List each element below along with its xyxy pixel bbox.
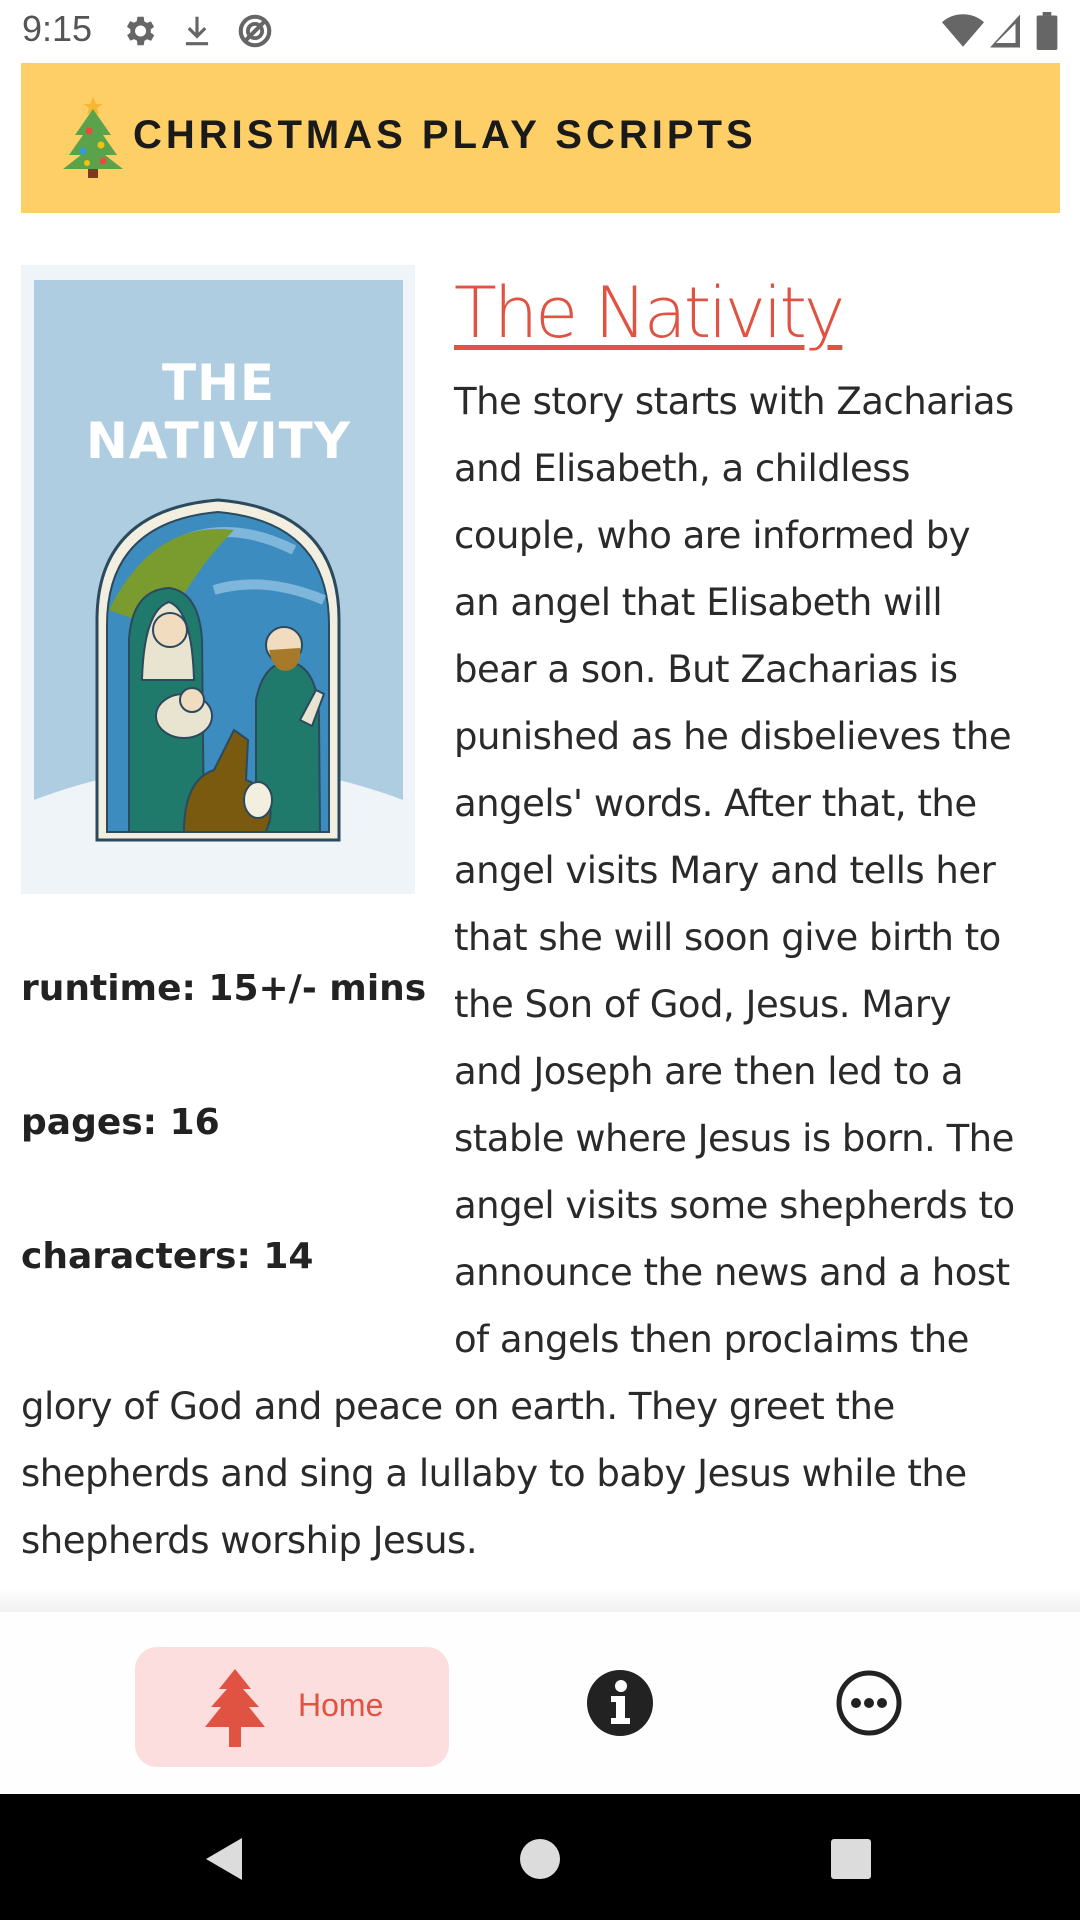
description-line: angels' words. After that, the [454, 782, 977, 825]
bottom-nav-shadow [0, 1588, 1080, 1612]
nativity-illustration [34, 480, 403, 860]
gear-icon [120, 12, 158, 50]
description-line: stable where Jesus is born. The [454, 1117, 1014, 1160]
description-line: shepherds worship Jesus. [21, 1519, 478, 1562]
back-icon[interactable] [200, 1834, 250, 1884]
description-line: angel visits some shepherds to [454, 1184, 1015, 1227]
more-icon[interactable] [834, 1668, 904, 1738]
info-icon[interactable] [585, 1668, 655, 1738]
description-line: the Son of God, Jesus. Mary [454, 983, 951, 1026]
description-line: bear a son. But Zacharias is [454, 648, 958, 691]
nav-home-label: Home [298, 1687, 384, 1723]
play-description [454, 368, 1015, 1373]
home-circle-icon[interactable] [515, 1834, 565, 1884]
runtime-label: runtime: 15+/- mins [21, 968, 427, 1009]
bottom-nav [0, 1612, 1080, 1794]
description-line: couple, who are informed by [454, 514, 971, 557]
description-line: angel visits Mary and tells her [454, 849, 996, 892]
play-description-continued [21, 1373, 967, 1574]
christmas-tree-icon [59, 95, 127, 179]
signal-icon [990, 12, 1020, 50]
description-line: shepherds and sing a lullaby to baby Jesus while the [21, 1452, 967, 1495]
poster-title-line-2: NATIVITY [86, 412, 351, 470]
description-line: glory of God and peace on earth. They greet the [21, 1385, 895, 1428]
description-line: The story starts with Zacharias [454, 380, 1014, 423]
download-icon [178, 12, 216, 50]
status-time: 9:15 [22, 8, 93, 49]
wifi-icon [942, 12, 984, 50]
description-line: punished as he disbelieves the [454, 715, 1012, 758]
no-disturb-icon [236, 12, 274, 50]
description-line: and Joseph are then led to a [454, 1050, 964, 1093]
description-line: that she will soon give birth to [454, 916, 1001, 959]
description-line: an angel that Elisabeth will [454, 581, 943, 624]
battery-icon [1036, 12, 1058, 50]
play-poster[interactable] [21, 265, 415, 894]
poster-artwork [34, 280, 403, 860]
nav-home-button[interactable] [135, 1647, 449, 1767]
tree-icon [201, 1669, 269, 1749]
status-bar [0, 0, 1080, 62]
description-line: of angels then proclaims the [454, 1318, 969, 1361]
recents-icon[interactable] [826, 1834, 876, 1884]
description-line: announce the news and a host [454, 1251, 1010, 1294]
description-line: and Elisabeth, a childless [454, 447, 910, 490]
app-banner [21, 63, 1060, 213]
poster-title-line-1: THE [161, 354, 276, 412]
system-nav-bar [0, 1794, 1080, 1920]
play-title-link[interactable]: The Nativity [454, 272, 843, 354]
app-title: CHRISTMAS PLAY SCRIPTS [133, 113, 757, 157]
pages-label: pages: 16 [21, 1102, 220, 1143]
characters-label: characters: 14 [21, 1236, 314, 1277]
